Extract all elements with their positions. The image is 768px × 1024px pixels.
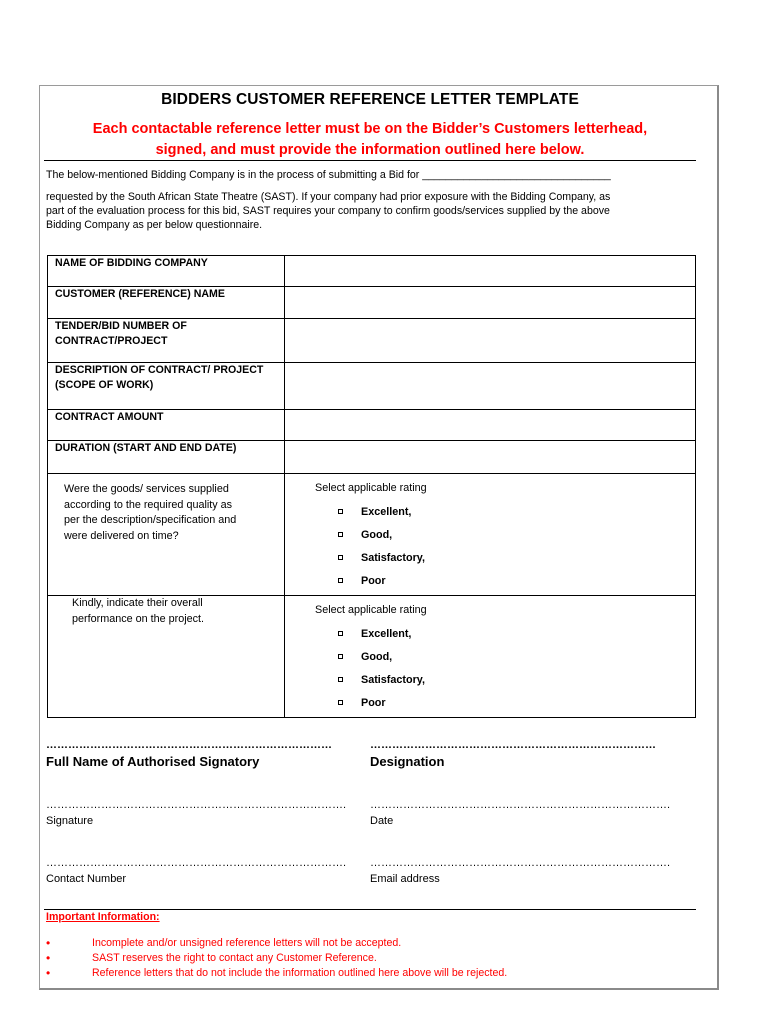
checkbox-icon[interactable]: [338, 654, 343, 659]
rating-label: Select applicable rating: [315, 482, 427, 494]
table-row: [48, 441, 696, 474]
duration-input[interactable]: [285, 441, 696, 474]
intro-line-4: Bidding Company as per below questionnaire.: [46, 219, 263, 231]
signature-line[interactable]: ……………………………………………………………………….: [46, 799, 347, 811]
table-row: [48, 596, 696, 718]
signature-label: Signature: [46, 815, 94, 827]
checkbox-icon[interactable]: [338, 578, 343, 583]
list-item: • Reference letters that do not include the information outlined here above will be rejected.: [46, 965, 508, 980]
subtitle-line-2: signed, and must provide the information outlined here below.: [155, 142, 585, 158]
table-row: [48, 287, 696, 319]
rating-label: Select applicable rating: [315, 604, 427, 616]
field-label: DURATION (START AND END DATE): [48, 441, 285, 474]
date-label: Date: [370, 815, 394, 827]
footer-divider: [44, 909, 696, 910]
table-row: [48, 363, 696, 410]
bullet-icon: •: [46, 965, 51, 980]
field-label: CUSTOMER (REFERENCE) NAME: [48, 287, 285, 319]
question-cell: [48, 596, 285, 718]
field-label: CONTRACT AMOUNT: [48, 410, 285, 441]
header-divider: [44, 160, 696, 161]
rating-cell: [285, 474, 696, 596]
full-name-label: Full Name of Authorised Signatory: [46, 754, 260, 769]
designation-label: Designation: [370, 754, 445, 769]
rating-option-satisfactory[interactable]: Satisfactory,: [315, 668, 695, 691]
page-subtitle: [0, 119, 740, 161]
table-row: [48, 256, 696, 287]
tender-bid-number-input[interactable]: [285, 319, 696, 363]
name-of-bidding-company-input[interactable]: [285, 256, 696, 287]
question-cell: [48, 474, 285, 596]
subtitle-line-1: Each contactable reference letter must be on the Bidder’s Customers letterhead,: [92, 121, 648, 137]
intro-line-2: requested by the South African State Theatre (SAST). If your company had prior exposure with the Bidding Company, as: [46, 191, 611, 203]
question-text: Were the goods/ services supplied according to the required quality as per the description/specification and were delivered on time?: [64, 483, 237, 542]
description-of-contract-input[interactable]: [285, 363, 696, 410]
contact-number-label: Contact Number: [46, 873, 127, 885]
table-row: [48, 410, 696, 441]
important-heading: Important Information:: [46, 911, 160, 923]
rating-option-excellent[interactable]: Excellent,: [315, 500, 695, 523]
checkbox-icon[interactable]: [338, 509, 343, 514]
rating-cell: [285, 596, 696, 718]
checkbox-icon[interactable]: [338, 631, 343, 636]
bullet-icon: •: [46, 950, 51, 965]
field-label: TENDER/BID NUMBER OF CONTRACT/PROJECT: [48, 319, 285, 363]
list-item: • Incomplete and/or unsigned reference letters will not be accepted.: [46, 935, 402, 950]
rating-option-satisfactory[interactable]: Satisfactory,: [315, 546, 695, 569]
rating-option-excellent[interactable]: Excellent,: [315, 622, 695, 645]
rating-option-poor[interactable]: Poor: [315, 569, 695, 592]
intro-line-3: part of the evaluation process for this bid, SAST requires your company to confirm goods/services supplied by the above: [46, 205, 610, 217]
email-address-label: Email address: [370, 873, 440, 885]
field-label: NAME OF BIDDING COMPANY: [48, 256, 285, 287]
contact-number-line[interactable]: ……………………………………………………………………….: [46, 857, 347, 869]
checkbox-icon[interactable]: [338, 532, 343, 537]
table-row: [48, 319, 696, 363]
bullet-icon: •: [46, 935, 51, 950]
reference-table: [47, 255, 696, 718]
question-text: Kindly, indicate their overall performance on the project.: [72, 597, 205, 625]
date-line[interactable]: ……………………………………………………………………….: [370, 799, 671, 811]
intro-line-1: The below-mentioned Bidding Company is in the process of submitting a Bid for ________________________________: [46, 169, 611, 181]
designation-signature-line[interactable]: ……………………………………………………………………: [370, 739, 656, 751]
checkbox-icon[interactable]: [338, 700, 343, 705]
contract-amount-input[interactable]: [285, 410, 696, 441]
list-item: • SAST reserves the right to contact any Customer Reference.: [46, 950, 377, 965]
page-title: BIDDERS CUSTOMER REFERENCE LETTER TEMPLATE: [161, 91, 579, 108]
email-address-line[interactable]: ……………………………………………………………………….: [370, 857, 671, 869]
customer-reference-name-input[interactable]: [285, 287, 696, 319]
field-label: DESCRIPTION OF CONTRACT/ PROJECT (SCOPE OF WORK): [48, 363, 285, 410]
important-list: [46, 935, 507, 980]
full-name-signature-line[interactable]: ……………………………………………………………………: [46, 739, 332, 751]
table-row: [48, 474, 696, 596]
checkbox-icon[interactable]: [338, 677, 343, 682]
checkbox-icon[interactable]: [338, 555, 343, 560]
rating-option-poor[interactable]: Poor: [315, 691, 695, 714]
rating-option-good[interactable]: Good,: [315, 645, 695, 668]
rating-option-good[interactable]: Good,: [315, 523, 695, 546]
